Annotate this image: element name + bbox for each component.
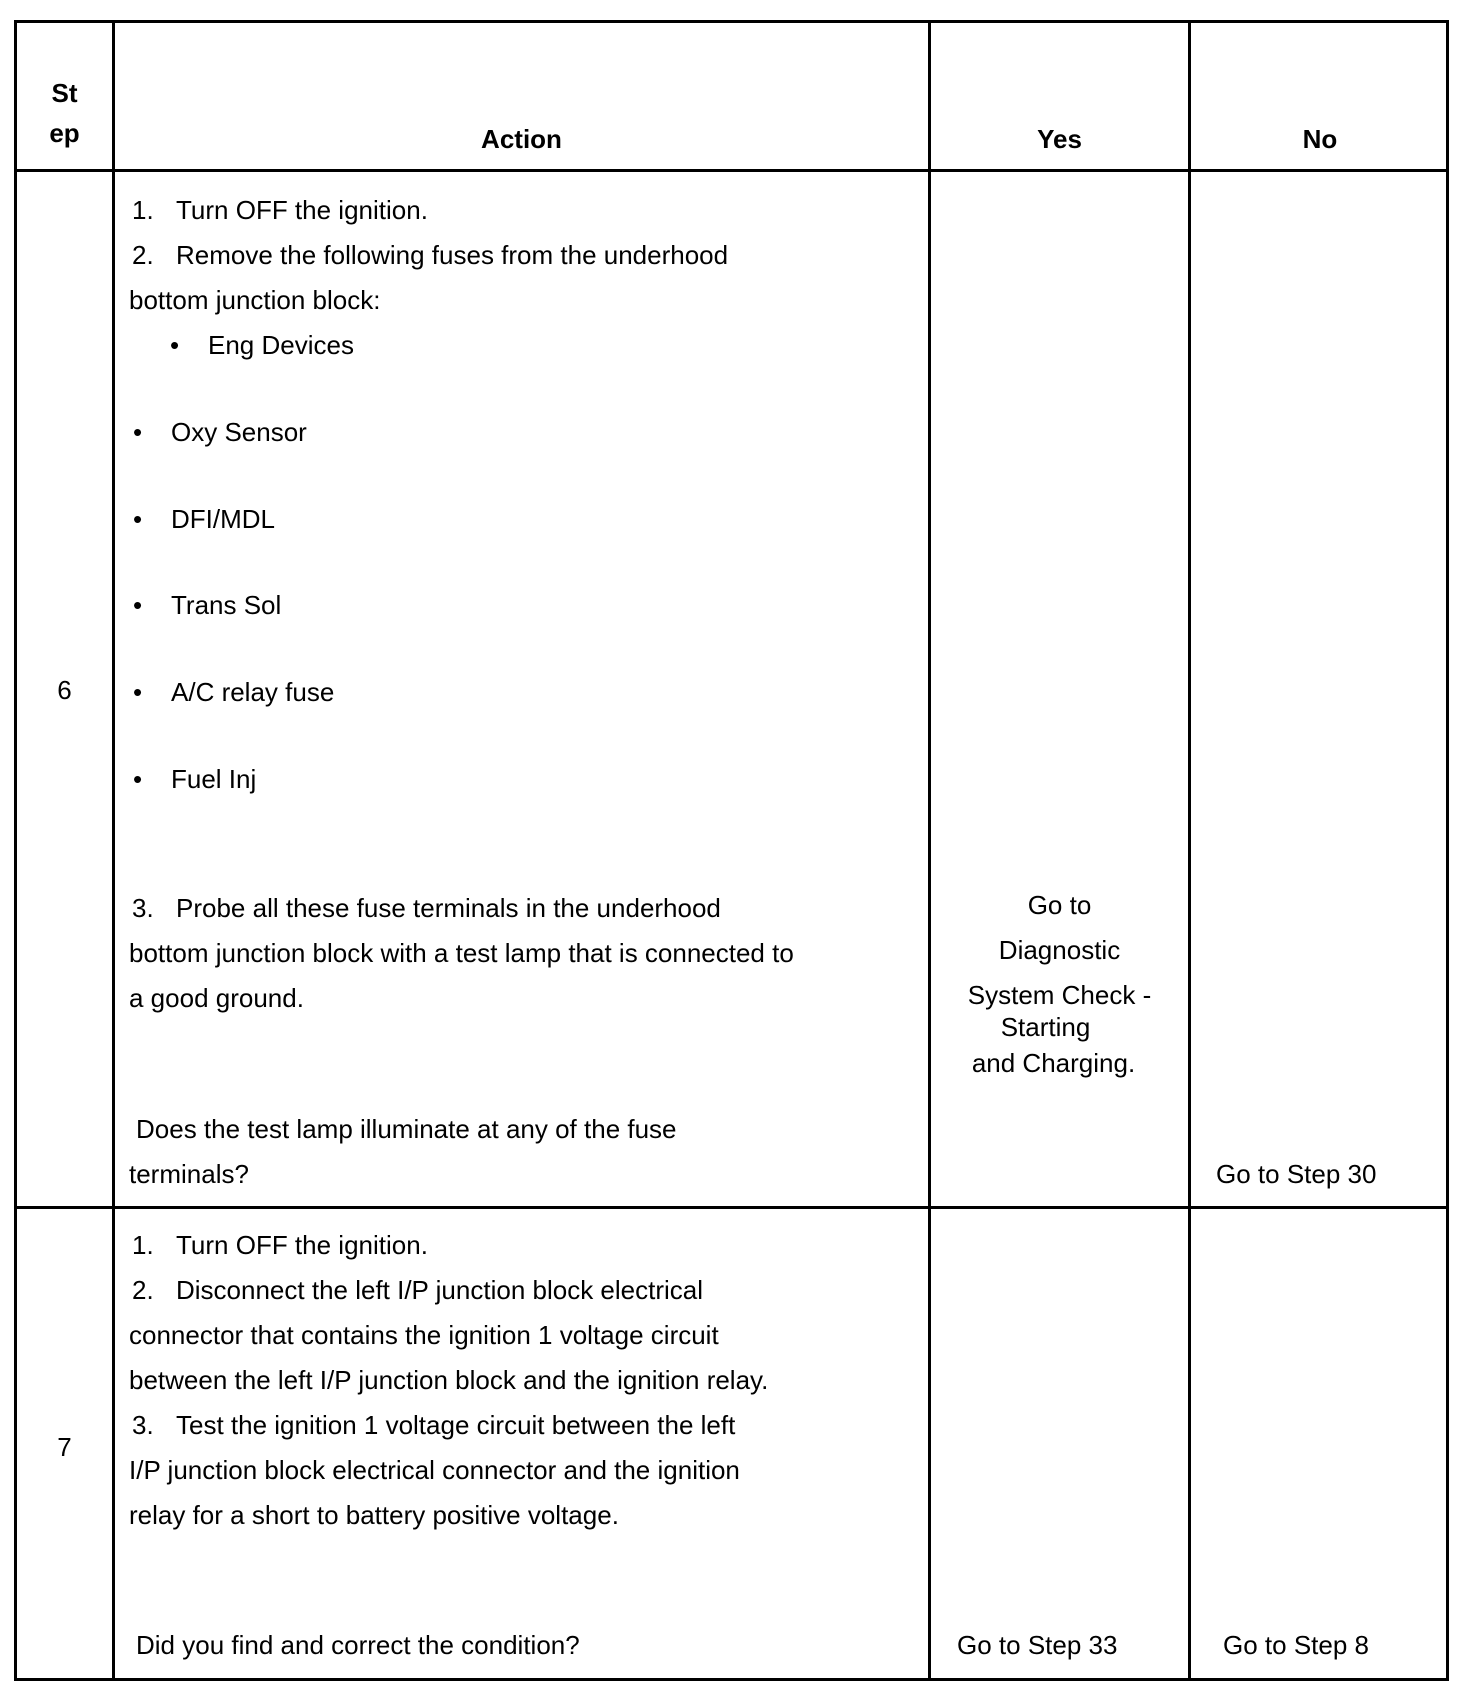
row7-yes-outcome: Go to Step 33	[957, 1630, 1118, 1660]
row6-action-step1	[132, 188, 428, 232]
header-action: Action	[481, 124, 562, 154]
header-step-line1: St	[51, 78, 78, 108]
row7-action-step3-cont1: I/P junction block electrical connector and the ignition	[129, 1455, 740, 1485]
column-divider-step	[112, 23, 115, 1678]
header-step-line2: ep	[49, 118, 80, 148]
row6-fuse-item	[133, 757, 256, 801]
row7-action-step3-cont2: relay for a short to battery positive voltage.	[129, 1500, 619, 1530]
bullet: •	[170, 330, 180, 360]
row6-step-number: 6	[57, 675, 72, 705]
row6-action-step3-cont2: a good ground.	[129, 983, 304, 1013]
row7-action-step1	[132, 1223, 428, 1267]
row6-action-step2	[132, 233, 728, 277]
diagnostic-table	[14, 20, 1449, 1681]
row7-no-outcome: Go to Step 8	[1223, 1630, 1369, 1660]
bullet: •	[133, 764, 143, 794]
row6-fuse-item	[133, 670, 334, 714]
row6-step1-text: Turn OFF the ignition.	[176, 195, 428, 225]
bullet: •	[133, 417, 143, 447]
header-divider	[17, 169, 1446, 172]
row6-fuse-item	[133, 497, 275, 541]
row6-step1-num: 1.	[132, 195, 154, 225]
row6-fuse-item	[133, 583, 281, 627]
fuse-label: Eng Devices	[208, 330, 354, 360]
row6-yes-line3: System Check -	[967, 980, 1152, 1010]
row7-step3-num: 3.	[132, 1410, 154, 1440]
row6-yes-line1: Go to	[1027, 890, 1092, 920]
row-divider	[17, 1206, 1446, 1209]
row7-step2-num: 2.	[132, 1275, 154, 1305]
row7-step1-num: 1.	[132, 1230, 154, 1260]
row7-action-step2	[132, 1268, 703, 1312]
bullet: •	[133, 504, 143, 534]
row7-step3-text: Test the ignition 1 voltage circuit between the left	[176, 1410, 736, 1440]
row6-fuse-item	[170, 323, 354, 367]
fuse-label: A/C relay fuse	[171, 677, 335, 707]
row6-yes-line5: and Charging.	[971, 1048, 1136, 1078]
row6-step3-num: 3.	[132, 893, 154, 923]
row6-step2-num: 2.	[132, 240, 154, 270]
fuse-label: Trans Sol	[171, 590, 282, 620]
row6-yes-line4: Starting	[1000, 1012, 1091, 1042]
bullet: •	[133, 677, 143, 707]
header-step	[17, 73, 112, 153]
row7-question: Did you find and correct the condition?	[136, 1630, 580, 1660]
row6-no-outcome: Go to Step 30	[1216, 1159, 1377, 1189]
row6-action-step3-cont1: bottom junction block with a test lamp that is connected to	[129, 938, 794, 968]
header-no: No	[1302, 124, 1338, 154]
row6-action-step3	[132, 886, 721, 930]
row6-yes-line2: Diagnostic	[998, 935, 1121, 965]
row6-question-line2: terminals?	[129, 1159, 249, 1189]
fuse-label: DFI/MDL	[171, 504, 275, 534]
column-divider-action	[928, 23, 931, 1678]
row6-action-step2-cont: bottom junction block:	[129, 285, 381, 315]
row7-step2-text: Disconnect the left I/P junction block electrical	[176, 1275, 704, 1305]
bullet: •	[133, 590, 143, 620]
column-divider-yes	[1188, 23, 1191, 1678]
row7-action-step2-cont1: connector that contains the ignition 1 voltage circuit	[129, 1320, 719, 1350]
row6-fuse-item	[133, 410, 307, 454]
row6-question-line1: Does the test lamp illuminate at any of the fuse	[136, 1114, 677, 1144]
row7-step-number: 7	[57, 1432, 72, 1462]
row6-step3-text: Probe all these fuse terminals in the underhood	[176, 893, 721, 923]
header-yes: Yes	[1037, 124, 1082, 154]
row6-step2-text: Remove the following fuses from the underhood	[176, 240, 729, 270]
row7-action-step2-cont2: between the left I/P junction block and the ignition relay.	[129, 1365, 769, 1395]
row7-step1-text: Turn OFF the ignition.	[176, 1230, 428, 1260]
row7-action-step3	[132, 1403, 735, 1447]
fuse-label: Fuel Inj	[171, 764, 257, 794]
fuse-label: Oxy Sensor	[171, 417, 307, 447]
